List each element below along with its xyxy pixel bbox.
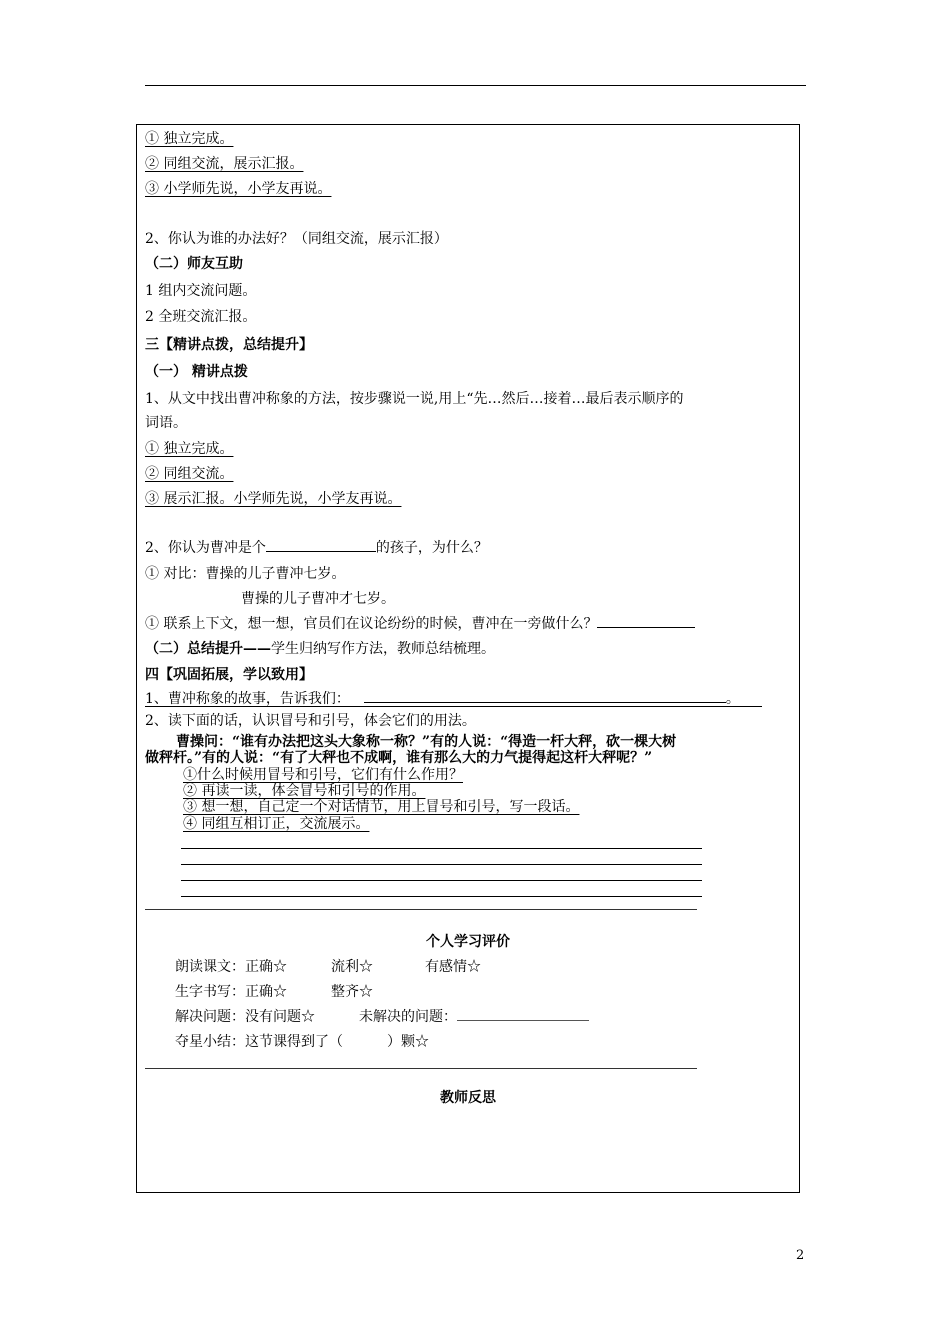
- eval-row-stars: [175, 1033, 429, 1051]
- task-1: ①什么时候用冒号和引号，它们有什么作用？: [183, 767, 463, 783]
- section-3-heading: 三【精讲点拨，总结提升】: [145, 337, 313, 353]
- writing-line-1[interactable]: [181, 848, 702, 849]
- task-2: ② 再读一读，体会冒号和引号的作用。: [183, 783, 426, 799]
- s3-step-2: ② 同组交流。: [145, 466, 234, 482]
- s3-step-1: ① 独立完成。: [145, 441, 234, 457]
- eval-option[interactable]: 正确☆: [245, 959, 287, 975]
- item-2: 2 全班交流汇报。: [145, 309, 257, 325]
- q2-after: 的孩子，为什么？: [375, 540, 488, 556]
- divider: [145, 909, 697, 910]
- eval-label: 解决问题：: [175, 1009, 245, 1025]
- question-2: 2、你认为谁的办法好？（同组交流，展示汇报）: [145, 231, 448, 247]
- summary-heading: （二）总结提升——: [145, 641, 271, 657]
- eval-option[interactable]: 正确☆: [245, 984, 287, 1000]
- eval-row-writing: [175, 983, 373, 1001]
- summary-line: [145, 640, 495, 658]
- lesson-answer-blank[interactable]: [364, 690, 726, 703]
- item-1: 1 组内交流问题。: [145, 283, 257, 299]
- eval-row-problems: [175, 1008, 589, 1026]
- quote-line-2: 做秤杆。”有的人说：“有了大秤也不成啊，谁有那么大的力气提得起这杆大秤呢？”: [145, 750, 653, 766]
- header-rule: [145, 85, 806, 86]
- quote-line-1: 曹操问：“谁有办法把这头大象称一称？”有的人说：“得造一杆大秤，砍一棵大树: [176, 734, 677, 750]
- writing-line-3[interactable]: [181, 880, 702, 881]
- eval-label: 朗读课文：: [175, 959, 245, 975]
- unsolved-blank[interactable]: [457, 1008, 589, 1021]
- eval-row-reading: [175, 958, 481, 976]
- eval-label: 生字书写：: [175, 984, 245, 1000]
- writing-line-4[interactable]: [181, 896, 702, 897]
- eval-option[interactable]: 有感情☆: [425, 959, 481, 975]
- q2-before: 2、你认为曹冲是个: [145, 540, 266, 556]
- s3-step-3: ③ 展示汇报。小学师先说，小学友再说。: [145, 491, 402, 507]
- step-2: ② 同组交流，展示汇报。: [145, 156, 304, 172]
- s4-question-2: 2、读下面的话，认识冒号和引号，体会它们的用法。: [145, 713, 476, 729]
- section-4-heading: 四【巩固拓展，学以致用】: [145, 667, 313, 683]
- writing-line-2[interactable]: [181, 864, 702, 865]
- s3-question-1: 1、从文中找出曹冲称象的方法，按步骤说一说,用上“先…然后…接着…最后表示顺序的: [145, 391, 684, 407]
- reflection-title: 教师反思: [440, 1090, 496, 1106]
- context-question: [145, 615, 695, 633]
- eval-text: 这节课得到了（: [245, 1034, 343, 1050]
- subheading-mentor: （二）师友互助: [145, 256, 243, 272]
- context-question-text: ① 联系上下文，想一想，官员们在议论纷纷的时候，曹冲在一旁做什么？: [145, 616, 598, 632]
- eval-label: 未解决的问题：: [359, 1009, 457, 1025]
- step-1: ① 独立完成。: [145, 131, 234, 147]
- answer-underline: [145, 706, 762, 707]
- s3-question-1-cont: 词语。: [145, 415, 187, 431]
- s4-q1-text: 1、曹冲称象的故事，告诉我们：: [145, 691, 350, 707]
- eval-option[interactable]: 整齐☆: [331, 984, 373, 1000]
- subheading-explain: （一） 精讲点拨: [145, 364, 248, 380]
- page-number: 2: [796, 1248, 805, 1263]
- eval-text: ）颗☆: [387, 1034, 429, 1050]
- task-3: ③ 想一想，自己定一个对话情节，用上冒号和引号，写一段话。: [183, 799, 580, 815]
- answer-blank[interactable]: [266, 539, 376, 552]
- s3-question-2: [145, 539, 488, 557]
- compare-line: ① 对比：曹操的儿子曹冲七岁。: [145, 566, 346, 582]
- summary-text: 学生归纳写作方法，教师总结梳理。: [271, 641, 495, 657]
- task-4: ④ 同组互相订正，交流展示。: [183, 816, 370, 832]
- divider: [145, 1068, 697, 1069]
- eval-option[interactable]: 没有问题☆: [245, 1009, 315, 1025]
- eval-label: 夺星小结：: [175, 1034, 245, 1050]
- compare-line-2: 曹操的儿子曹冲才七岁。: [241, 591, 395, 607]
- step-3: ③ 小学师先说，小学友再说。: [145, 181, 332, 197]
- s4-q1-end: 。: [725, 691, 740, 707]
- eval-option[interactable]: 流利☆: [331, 959, 373, 975]
- evaluation-title: 个人学习评价: [426, 934, 510, 950]
- context-answer-blank[interactable]: [597, 615, 695, 628]
